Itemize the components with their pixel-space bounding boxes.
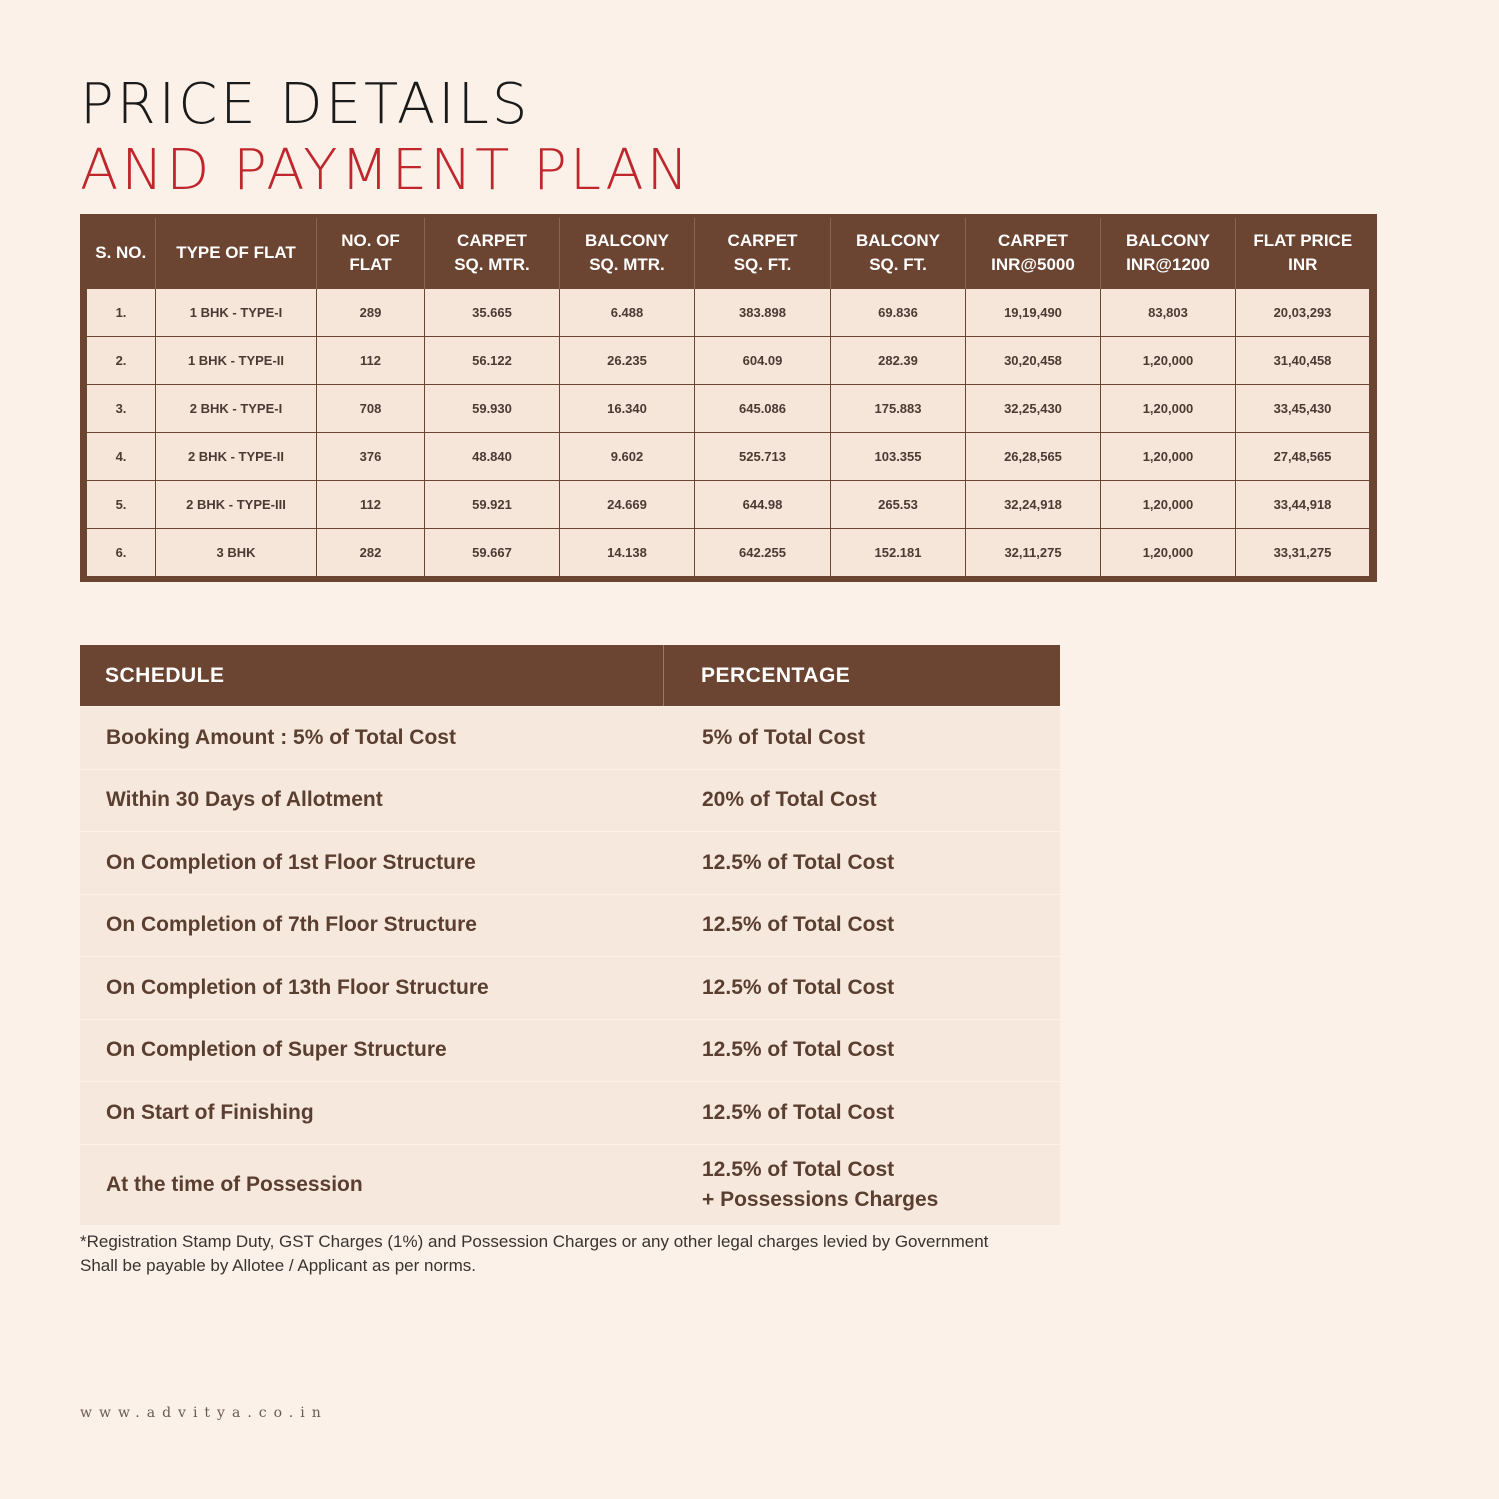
table-cell: 59.667 [425, 529, 560, 577]
table-cell: 32,25,430 [966, 385, 1101, 433]
schedule-row [80, 769, 1060, 832]
table-cell: 175.883 [831, 385, 966, 433]
table-cell: 3 BHK [156, 529, 317, 577]
schedule-percentage: 12.5% of Total Cost [702, 975, 895, 999]
table-cell: 5. [87, 481, 156, 529]
footnote-line-1: *Registration Stamp Duty, GST Charges (1%) and Possession Charges or any other legal charges levied by Government [80, 1232, 989, 1251]
schedule-label: Within 30 Days of Allotment [106, 788, 383, 812]
schedule-percentage: 12.5% of Total Cost [702, 1100, 895, 1124]
table-cell: 103.355 [831, 433, 966, 481]
col-header-balcony-sqm: BALCONY SQ. MTR. [560, 218, 695, 289]
schedule-row [80, 706, 1060, 769]
col-header-carpet-inr: CARPET INR@5000 [966, 218, 1101, 289]
table-cell: 24.669 [560, 481, 695, 529]
table-cell: 604.09 [695, 337, 831, 385]
table-cell: 26.235 [560, 337, 695, 385]
schedule-row [80, 1144, 1060, 1225]
schedule-row [80, 831, 1060, 894]
table-cell: 35.665 [425, 289, 560, 337]
table-cell: 642.255 [695, 529, 831, 577]
table-cell: 645.086 [695, 385, 831, 433]
table-cell: 83,803 [1101, 289, 1236, 337]
table-cell: 20,03,293 [1236, 289, 1370, 337]
table-cell: 2 BHK - TYPE-II [156, 433, 317, 481]
schedule-row [80, 1019, 1060, 1082]
schedule-row [80, 1081, 1060, 1144]
table-row [87, 337, 1370, 385]
table-cell: 152.181 [831, 529, 966, 577]
table-cell: 1 BHK - TYPE-I [156, 289, 317, 337]
col-header-flat-price: FLAT PRICE INR [1236, 218, 1370, 289]
table-cell: 59.921 [425, 481, 560, 529]
schedule-row [80, 956, 1060, 1019]
table-cell: 265.53 [831, 481, 966, 529]
schedule-percentage: 12.5% of Total Cost + Possessions Charges [702, 1157, 939, 1211]
table-cell: 112 [317, 481, 425, 529]
table-cell: 1,20,000 [1101, 529, 1236, 577]
table-cell: 33,45,430 [1236, 385, 1370, 433]
table-cell: 376 [317, 433, 425, 481]
page-title [80, 72, 692, 204]
title-line-1: PRICE DETAILS [80, 72, 531, 137]
table-cell: 6.488 [560, 289, 695, 337]
schedule-percentage: 12.5% of Total Cost [702, 1038, 895, 1062]
table-cell: 16.340 [560, 385, 695, 433]
table-cell: 9.602 [560, 433, 695, 481]
table-cell: 383.898 [695, 289, 831, 337]
table-row [87, 481, 1370, 529]
table-cell: 48.840 [425, 433, 560, 481]
schedule-column-header: SCHEDULE [80, 645, 664, 706]
col-header-balcony-inr: BALCONY INR@1200 [1101, 218, 1236, 289]
schedule-percentage: 5% of Total Cost [702, 725, 865, 749]
table-cell: 644.98 [695, 481, 831, 529]
table-cell: 2 BHK - TYPE-I [156, 385, 317, 433]
table-cell: 2 BHK - TYPE-III [156, 481, 317, 529]
schedule-label: At the time of Possession [106, 1172, 363, 1196]
schedule-label: On Completion of 13th Floor Structure [106, 975, 489, 999]
payment-schedule-table [80, 645, 1060, 1225]
schedule-label: On Completion of 1st Floor Structure [106, 850, 476, 874]
schedule-label: Booking Amount : 5% of Total Cost [106, 725, 456, 749]
schedule-label: On Start of Finishing [106, 1100, 314, 1124]
col-header-type: TYPE OF FLAT [156, 218, 317, 289]
table-row [87, 385, 1370, 433]
footnote-line-2: Shall be payable by Allotee / Applicant as per norms. [80, 1256, 476, 1275]
table-cell: 1. [87, 289, 156, 337]
footnote [80, 1230, 1070, 1278]
table-cell: 1,20,000 [1101, 433, 1236, 481]
table-row [87, 289, 1370, 337]
table-cell: 69.836 [831, 289, 966, 337]
percentage-column-header: PERCENTAGE [701, 663, 851, 687]
table-cell: 32,11,275 [966, 529, 1101, 577]
table-cell: 4. [87, 433, 156, 481]
table-cell: 112 [317, 337, 425, 385]
col-header-carpet-sqm: CARPET SQ. MTR. [425, 218, 560, 289]
price-table [86, 218, 1370, 577]
website-url: www.advitya.co.in [80, 1405, 328, 1421]
table-cell: 1,20,000 [1101, 481, 1236, 529]
table-cell: 26,28,565 [966, 433, 1101, 481]
table-cell: 3. [87, 385, 156, 433]
price-table-header-row [87, 218, 1370, 289]
table-cell: 6. [87, 529, 156, 577]
table-cell: 33,44,918 [1236, 481, 1370, 529]
table-cell: 19,19,490 [966, 289, 1101, 337]
table-cell: 1,20,000 [1101, 385, 1236, 433]
schedule-percentage: 12.5% of Total Cost [702, 850, 895, 874]
table-cell: 56.122 [425, 337, 560, 385]
title-line-2: AND PAYMENT PLAN [80, 138, 692, 203]
schedule-header-row [80, 645, 1060, 706]
table-cell: 27,48,565 [1236, 433, 1370, 481]
table-cell: 33,31,275 [1236, 529, 1370, 577]
table-cell: 31,40,458 [1236, 337, 1370, 385]
schedule-label: On Completion of 7th Floor Structure [106, 913, 477, 937]
table-cell: 282.39 [831, 337, 966, 385]
table-cell: 59.930 [425, 385, 560, 433]
price-table-container [80, 214, 1377, 582]
table-row [87, 529, 1370, 577]
table-cell: 2. [87, 337, 156, 385]
table-row [87, 433, 1370, 481]
schedule-percentage: 12.5% of Total Cost [702, 913, 895, 937]
table-cell: 1,20,000 [1101, 337, 1236, 385]
table-cell: 1 BHK - TYPE-II [156, 337, 317, 385]
table-cell: 282 [317, 529, 425, 577]
table-cell: 30,20,458 [966, 337, 1101, 385]
table-cell: 289 [317, 289, 425, 337]
col-header-sno: S. NO. [95, 243, 147, 262]
schedule-percentage: 20% of Total Cost [702, 788, 877, 812]
table-cell: 14.138 [560, 529, 695, 577]
schedule-label: On Completion of Super Structure [106, 1038, 447, 1062]
schedule-row [80, 894, 1060, 957]
col-header-balcony-sqft: BALCONY SQ. FT. [831, 218, 966, 289]
table-cell: 525.713 [695, 433, 831, 481]
col-header-no-of-flat: NO. OF FLAT [317, 218, 425, 289]
col-header-carpet-sqft: CARPET SQ. FT. [695, 218, 831, 289]
table-cell: 32,24,918 [966, 481, 1101, 529]
table-cell: 708 [317, 385, 425, 433]
